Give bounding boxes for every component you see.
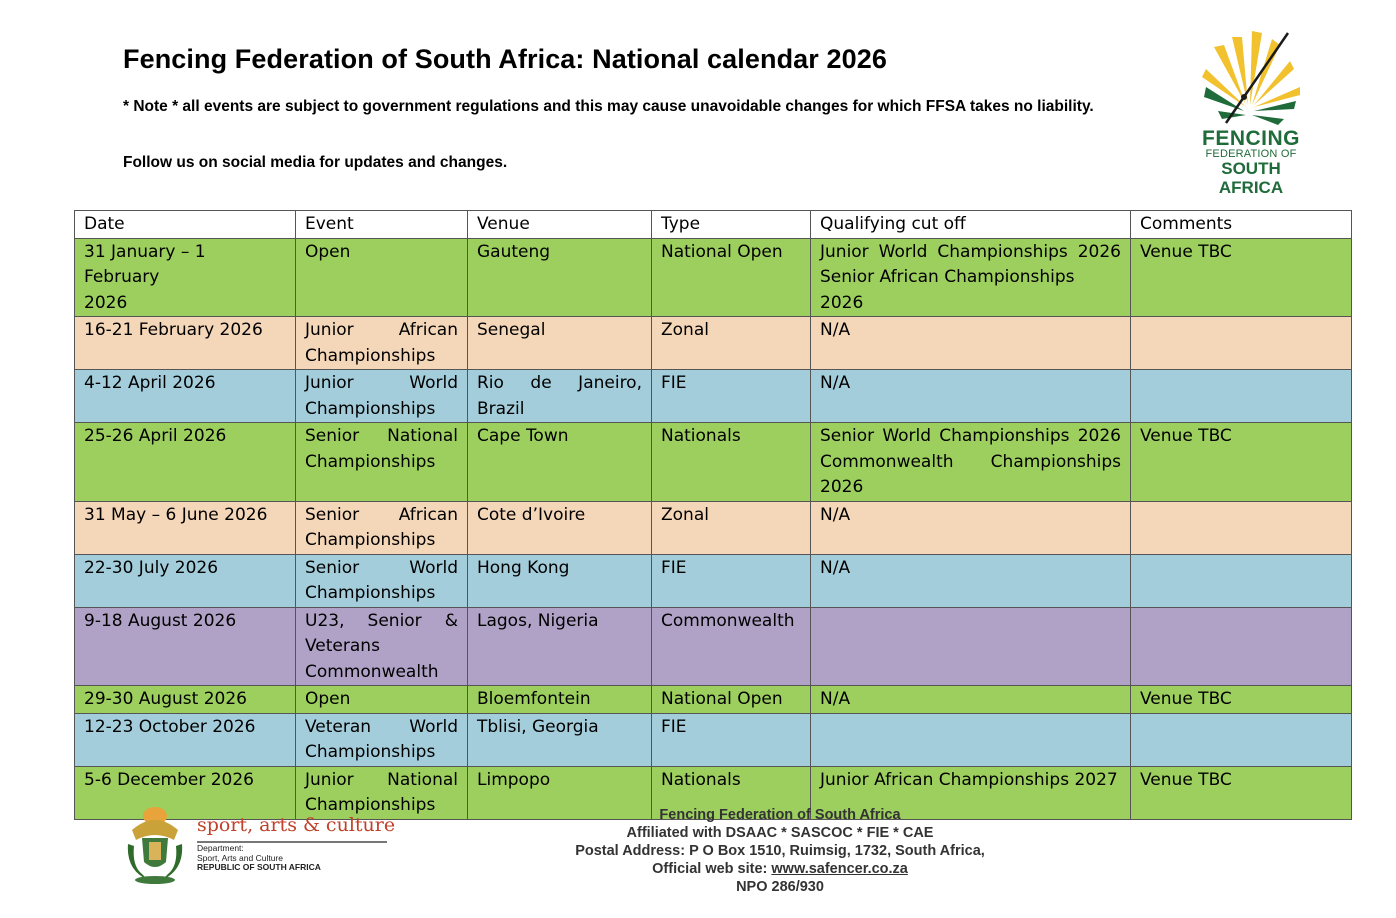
cell-venue <box>468 423 652 502</box>
cell-line: Bloemfontein <box>477 689 591 709</box>
footer-postal-address: Postal Address: P O Box 1510, Ruimsig, 1732, South Africa, <box>575 843 985 859</box>
cell-line: Veterans <box>305 636 380 656</box>
cell-line: Gauteng <box>477 241 551 262</box>
cell-date <box>75 501 296 554</box>
cell-event <box>296 713 468 766</box>
cell-type: FIE <box>652 713 811 766</box>
table-row <box>75 713 1352 766</box>
cell-line: Open <box>305 689 351 709</box>
cell-comments: Venue TBC <box>1131 238 1352 317</box>
cell-type: Nationals <box>652 766 811 819</box>
cell-venue <box>468 501 652 554</box>
cell-event <box>296 238 468 317</box>
table-row <box>75 607 1352 686</box>
cell-line: Lagos, Nigeria <box>477 610 599 631</box>
cell-date <box>75 686 296 714</box>
cell-event <box>296 607 468 686</box>
cell-comments <box>1131 370 1352 423</box>
footer-npo: NPO 286/930 <box>736 879 824 895</box>
cell-event <box>296 423 468 502</box>
cell-venue <box>468 238 652 317</box>
coat-of-arms-icon <box>122 800 188 886</box>
column-header-qualifying: Qualifying cut off <box>811 211 1131 239</box>
social-media-note: Follow us on social media for updates and changes. <box>123 154 508 171</box>
cell-date <box>75 423 296 502</box>
cell-line: 2026 <box>820 477 864 497</box>
cell-line: Senior African <box>305 504 458 525</box>
cell-comments: Venue TBC <box>1131 686 1352 714</box>
table-row <box>75 317 1352 370</box>
table-row <box>75 238 1352 317</box>
table-row <box>75 423 1352 502</box>
cell-qualifying <box>811 317 1131 370</box>
page-title: Fencing Federation of South Africa: National calendar 2026 <box>123 44 887 74</box>
cell-qualifying <box>811 501 1131 554</box>
cell-line: Senegal <box>477 320 546 340</box>
cell-line: Junior World <box>305 373 458 393</box>
cell-line: N/A <box>820 504 851 525</box>
cell-type: FIE <box>652 370 811 423</box>
cell-comments <box>1131 607 1352 686</box>
cell-type: Nationals <box>652 423 811 502</box>
cell-qualifying <box>811 607 1131 686</box>
cell-line: Senior African Championships 2026 <box>820 267 1075 313</box>
cell-type: National Open <box>652 686 811 714</box>
cell-line: 22-30 July 2026 <box>84 557 219 578</box>
cell-line: 9-18 August 2026 <box>84 610 237 631</box>
cell-event <box>296 370 468 423</box>
cell-venue <box>468 554 652 607</box>
cell-date <box>75 370 296 423</box>
cell-comments <box>1131 501 1352 554</box>
cell-line: Championships <box>305 398 436 419</box>
cell-venue <box>468 607 652 686</box>
cell-line: Junior World Championships 2026 <box>820 241 1121 262</box>
cell-line: 2026 <box>84 292 128 313</box>
footer-org: Fencing Federation of South Africa <box>659 807 901 823</box>
cell-comments: Venue TBC <box>1131 766 1352 819</box>
sport-arts-culture-wordmark: sport, arts & culture <box>197 814 396 836</box>
cell-qualifying <box>811 423 1131 502</box>
cell-event <box>296 686 468 714</box>
logo-text-fencing: FENCING <box>1202 127 1300 150</box>
department-label <box>197 844 321 873</box>
cell-line: Hong Kong <box>477 557 570 578</box>
cell-line: N/A <box>820 557 851 578</box>
cell-date <box>75 607 296 686</box>
cell-line: Rio de Janeiro, <box>477 373 642 393</box>
cell-type: FIE <box>652 554 811 607</box>
column-header-venue: Venue <box>468 211 652 239</box>
cell-date <box>75 238 296 317</box>
cell-line: 25-26 April 2026 <box>84 426 227 446</box>
cell-line: N/A <box>820 320 851 340</box>
cell-line: 12-23 October 2026 <box>84 716 256 737</box>
cell-line: Senior National <box>305 426 458 446</box>
cell-line: N/A <box>820 373 851 393</box>
cell-event <box>296 317 468 370</box>
footer-website-line <box>535 860 1025 878</box>
cell-venue <box>468 370 652 423</box>
department-line-2: Sport, Arts and Culture <box>197 852 283 863</box>
cell-line: Commonwealth Championships <box>820 451 1121 472</box>
column-header-event: Event <box>296 211 468 239</box>
table-header-row <box>75 211 1352 239</box>
fencing-sunburst-icon <box>1196 27 1306 127</box>
cell-qualifying <box>811 238 1131 317</box>
disclaimer-note: * Note * all events are subject to government regulations and this may cause unavoidable changes for which FFSA takes no liability. <box>123 98 1094 115</box>
cell-qualifying <box>811 370 1131 423</box>
table-row <box>75 370 1352 423</box>
logo-text-south-africa: SOUTH AFRICA <box>1218 159 1284 197</box>
cell-venue <box>468 686 652 714</box>
cell-line: U23, Senior & <box>305 610 458 631</box>
cell-line: 5-6 December 2026 <box>84 769 254 790</box>
calendar-table <box>74 210 1352 820</box>
cell-comments <box>1131 713 1352 766</box>
cell-line: 16-21 February 2026 <box>84 320 263 340</box>
cell-line: Senior World Championships 2026 <box>820 426 1121 446</box>
footer-website-link[interactable]: www.safencer.co.za <box>771 861 908 877</box>
cell-line: Championships <box>305 345 436 366</box>
cell-type: Zonal <box>652 317 811 370</box>
cell-line: Limpopo <box>477 769 551 790</box>
cell-line: Championships <box>305 451 436 472</box>
cell-comments <box>1131 317 1352 370</box>
cell-venue <box>468 713 652 766</box>
footer-affiliations: Affiliated with DSAAC * SASCOC * FIE * CAE <box>626 825 934 841</box>
cell-line: Tblisi, Georgia <box>477 716 599 737</box>
cell-line: Championships <box>305 742 436 762</box>
cell-line: Veteran World <box>305 716 458 737</box>
cell-line: Open <box>305 241 351 262</box>
logo-text-federation: FEDERATION OF <box>1205 148 1297 160</box>
cell-comments: Venue TBC <box>1131 423 1352 502</box>
cell-qualifying <box>811 686 1131 714</box>
table-row <box>75 554 1352 607</box>
cell-line: Championships <box>305 530 436 550</box>
table-row <box>75 501 1352 554</box>
table-row <box>75 686 1352 714</box>
cell-line: 29-30 August 2026 <box>84 689 247 709</box>
cell-line: Senior World <box>305 557 458 578</box>
cell-comments <box>1131 554 1352 607</box>
cell-line: Championships <box>305 795 436 815</box>
cell-date <box>75 317 296 370</box>
cell-line: Junior African Championships 2027 <box>820 769 1118 790</box>
column-header-date: Date <box>75 211 296 239</box>
cell-line: Cape Town <box>477 426 569 446</box>
cell-qualifying <box>811 554 1131 607</box>
cell-event <box>296 501 468 554</box>
cell-line: Cote d’Ivoire <box>477 504 586 525</box>
department-line-1: Department: <box>197 843 244 853</box>
cell-type: Zonal <box>652 501 811 554</box>
cell-line: Championships <box>305 583 436 603</box>
cell-line: Commonwealth <box>305 661 439 682</box>
column-header-type: Type <box>652 211 811 239</box>
cell-line: 31 May – 6 June 2026 <box>84 504 268 525</box>
cell-line: Brazil <box>477 398 525 419</box>
cell-event <box>296 554 468 607</box>
department-line-3: REPUBLIC OF SOUTH AFRICA <box>197 862 321 872</box>
column-header-comments: Comments <box>1131 211 1352 239</box>
cell-date <box>75 554 296 607</box>
cell-line: Junior African <box>305 320 458 340</box>
cell-line: 4-12 April 2026 <box>84 373 216 393</box>
footer <box>535 806 1025 896</box>
cell-venue <box>468 317 652 370</box>
cell-qualifying <box>811 713 1131 766</box>
cell-date <box>75 713 296 766</box>
cell-line: 31 January – 1 February <box>84 241 206 287</box>
ffsa-logo <box>1196 27 1306 197</box>
footer-website-label: Official web site: <box>652 861 772 877</box>
cell-line: Junior National <box>305 769 458 790</box>
cell-type: National Open <box>652 238 811 317</box>
cell-line: N/A <box>820 689 851 709</box>
cell-type: Commonwealth <box>652 607 811 686</box>
